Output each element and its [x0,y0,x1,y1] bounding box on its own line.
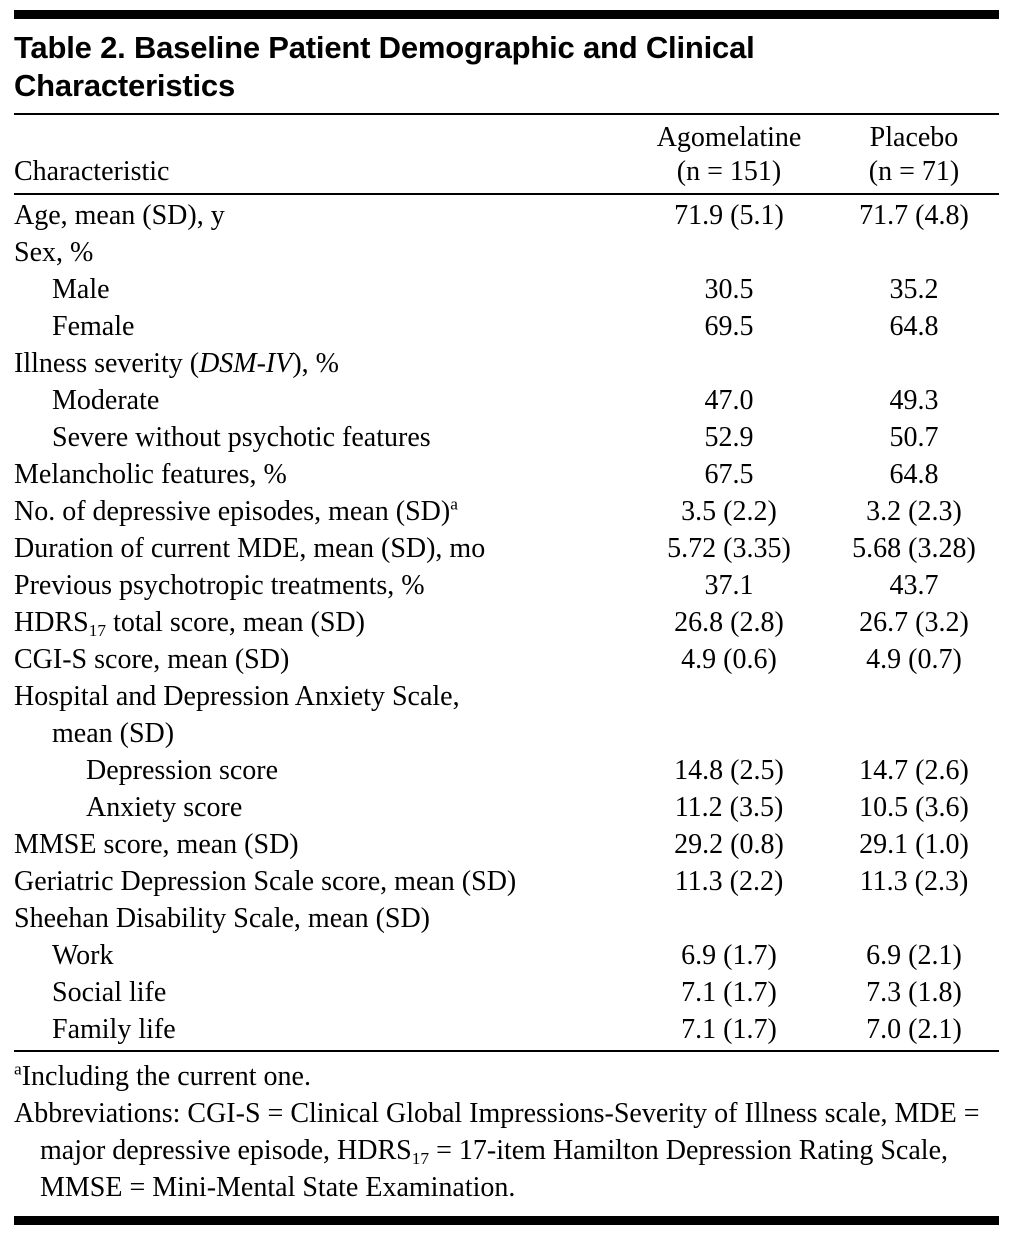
table-row [14,678,999,752]
text-segment: Severe without psychotic features [52,422,431,453]
agomelatine-value: 7.1 (1.7) [681,1014,777,1045]
row-label-line [52,308,629,345]
text-segment: a [450,494,458,514]
agomelatine-value: 67.5 [704,459,754,490]
placebo-value: 26.7 (3.2) [859,607,969,638]
table-row [14,863,999,900]
row-label-continuation [14,715,629,752]
text-segment: Illness severity ( [14,348,200,379]
agomelatine-value: 69.5 [704,311,754,342]
agomelatine-value: 3.5 (2.2) [681,496,777,527]
table-header [14,115,999,193]
text-segment: ), % [292,348,340,379]
table-body [14,195,999,1050]
row-label-line [52,419,629,456]
placebo-value: 50.7 [889,422,939,453]
table-row [14,604,999,641]
row-label [14,1011,629,1048]
text-segment: DSM-IV [199,348,293,379]
row-label [14,493,629,530]
text-segment: Depression score [86,755,279,786]
row-label [14,974,629,1011]
row-label [14,234,629,271]
text-segment: No. of depressive episodes, mean (SD) [14,496,451,527]
text-segment: total score, mean (SD) [106,607,365,638]
table-row [14,456,999,493]
table-row [14,641,999,678]
header-characteristic: Characteristic [14,156,170,187]
agomelatine-value: 30.5 [704,274,754,305]
placebo-value: 43.7 [889,570,939,601]
text-segment: CGI-S score, mean (SD) [14,644,290,675]
row-label [14,530,629,567]
row-label-line [52,974,629,1011]
placebo-value: 29.1 (1.0) [859,829,969,860]
row-label [14,345,629,382]
text-segment: MMSE score, mean (SD) [14,829,299,860]
table-row [14,1011,999,1048]
row-label [14,567,629,604]
top-rule [14,10,999,19]
header-agomelatine-n: (n = 151) [676,156,782,187]
agomelatine-value [629,234,829,271]
table-row [14,937,999,974]
row-label-line [52,937,629,974]
row-label [14,900,629,937]
table-row [14,493,999,530]
placebo-value: 3.2 (2.3) [866,496,962,527]
text-segment: Family life [52,1014,176,1045]
row-label [14,197,629,234]
row-label-line [14,900,629,937]
row-label [14,678,629,752]
placebo-value [829,234,999,271]
row-label-line [14,826,629,863]
row-label-line [14,567,629,604]
text-segment: Including the current one. [21,1061,311,1092]
agomelatine-value: 14.8 (2.5) [674,755,784,786]
agomelatine-value: 11.3 (2.2) [674,866,784,897]
agomelatine-value: 6.9 (1.7) [681,940,777,971]
text-segment: Anxiety score [86,792,243,823]
row-label-line [14,234,629,271]
placebo-value: 64.8 [889,311,939,342]
placebo-value: 49.3 [889,385,939,416]
placebo-value: 64.8 [889,459,939,490]
table-row [14,530,999,567]
agomelatine-value: 26.8 (2.8) [674,607,784,638]
row-label [14,456,629,493]
agomelatine-value: 7.1 (1.7) [681,977,777,1008]
row-label [14,382,629,419]
row-label [14,271,629,308]
placebo-value: 7.0 (2.1) [866,1014,962,1045]
table-row [14,345,999,382]
text-segment: Male [52,274,110,305]
text-segment: Geriatric Depression Scale score, mean (SD) [14,866,517,897]
text-segment: Age, mean (SD), y [14,200,225,231]
row-label-line [52,382,629,419]
row-label-line [14,456,629,493]
text-segment: = 17-item Hamilton Depression Rating Scale, MMSE = Mini-Mental State Examination. [40,1135,948,1203]
row-label [14,419,629,456]
text-segment: Work [52,940,114,971]
row-label-line [14,345,629,382]
table-row [14,826,999,863]
row-label [14,789,629,826]
text-segment: Sex, % [14,237,94,268]
placebo-value: 6.9 (2.1) [866,940,962,971]
row-label [14,604,629,641]
table-title: Table 2. Baseline Patient Demographic and Clinical Characteristics [14,30,755,103]
row-label-line [52,271,629,308]
row-label-line [14,678,629,715]
agomelatine-value [629,678,829,752]
placebo-value [829,345,999,382]
text-segment: Sheehan Disability Scale, mean (SD) [14,903,431,934]
agomelatine-value: 29.2 (0.8) [674,829,784,860]
header-placebo-n: (n = 71) [868,156,960,187]
placebo-value: 5.68 (3.28) [852,533,976,564]
agomelatine-value: 52.9 [704,422,754,453]
row-label-line [52,1011,629,1048]
row-label [14,863,629,900]
bottom-rule [14,1216,999,1225]
placebo-value: 14.7 (2.6) [859,755,969,786]
placebo-value: 7.3 (1.8) [866,977,962,1008]
placebo-value [829,900,999,937]
agomelatine-value: 4.9 (0.6) [681,644,777,675]
footnote [14,1058,999,1095]
table-row [14,382,999,419]
text-segment: Female [52,311,135,342]
table-row [14,900,999,937]
table-row [14,567,999,604]
text-segment: 17 [88,620,107,640]
header-agomelatine [629,121,829,189]
row-label [14,826,629,863]
row-label-line [14,530,629,567]
placebo-value: 35.2 [889,274,939,305]
agomelatine-value: 37.1 [704,570,754,601]
placebo-value [829,678,999,752]
text-segment: Previous psychotropic treatments, % [14,570,425,601]
footnote [14,1095,999,1206]
placebo-value: 11.3 (2.3) [859,866,969,897]
text-segment: Social life [52,977,167,1008]
table-row [14,234,999,271]
agomelatine-value: 11.2 (3.5) [674,792,784,823]
row-label-line [86,789,629,826]
placebo-value: 4.9 (0.7) [866,644,962,675]
placebo-value: 71.7 (4.8) [859,200,969,231]
row-label-line [14,863,629,900]
text-segment: Melancholic features, % [14,459,287,490]
footnotes [14,1052,999,1216]
placebo-value: 10.5 (3.6) [859,792,969,823]
table-row [14,752,999,789]
table-row [14,419,999,456]
table-row [14,789,999,826]
table-row [14,974,999,1011]
text-segment: Hospital and Depression Anxiety Scale, [14,681,460,712]
table-row [14,308,999,345]
row-label-line [14,604,629,641]
row-label [14,752,629,789]
text-segment: Abbreviations: CGI-S = Clinical Global Impressions-Severity of Illness scale, MDE = major depressive episode, HDRS [14,1098,980,1166]
row-label-line [86,752,629,789]
text-segment: 17 [411,1148,430,1168]
table-row [14,197,999,234]
row-label [14,641,629,678]
row-label-line [14,493,629,530]
header-placebo [829,121,999,189]
text-segment: Moderate [52,385,160,416]
text-segment: a [14,1059,22,1079]
text-segment: Duration of current MDE, mean (SD), mo [14,533,486,564]
text-segment: mean (SD) [52,718,175,749]
agomelatine-value: 47.0 [704,385,754,416]
row-label-line [14,641,629,678]
table-row [14,271,999,308]
header-placebo-name: Placebo [869,122,959,153]
text-segment: HDRS [14,607,89,638]
header-agomelatine-name: Agomelatine [656,122,802,153]
agomelatine-value [629,900,829,937]
row-label [14,308,629,345]
agomelatine-value: 71.9 (5.1) [674,200,784,231]
agomelatine-value: 5.72 (3.35) [667,533,791,564]
row-label-line [14,197,629,234]
row-label [14,937,629,974]
agomelatine-value [629,345,829,382]
